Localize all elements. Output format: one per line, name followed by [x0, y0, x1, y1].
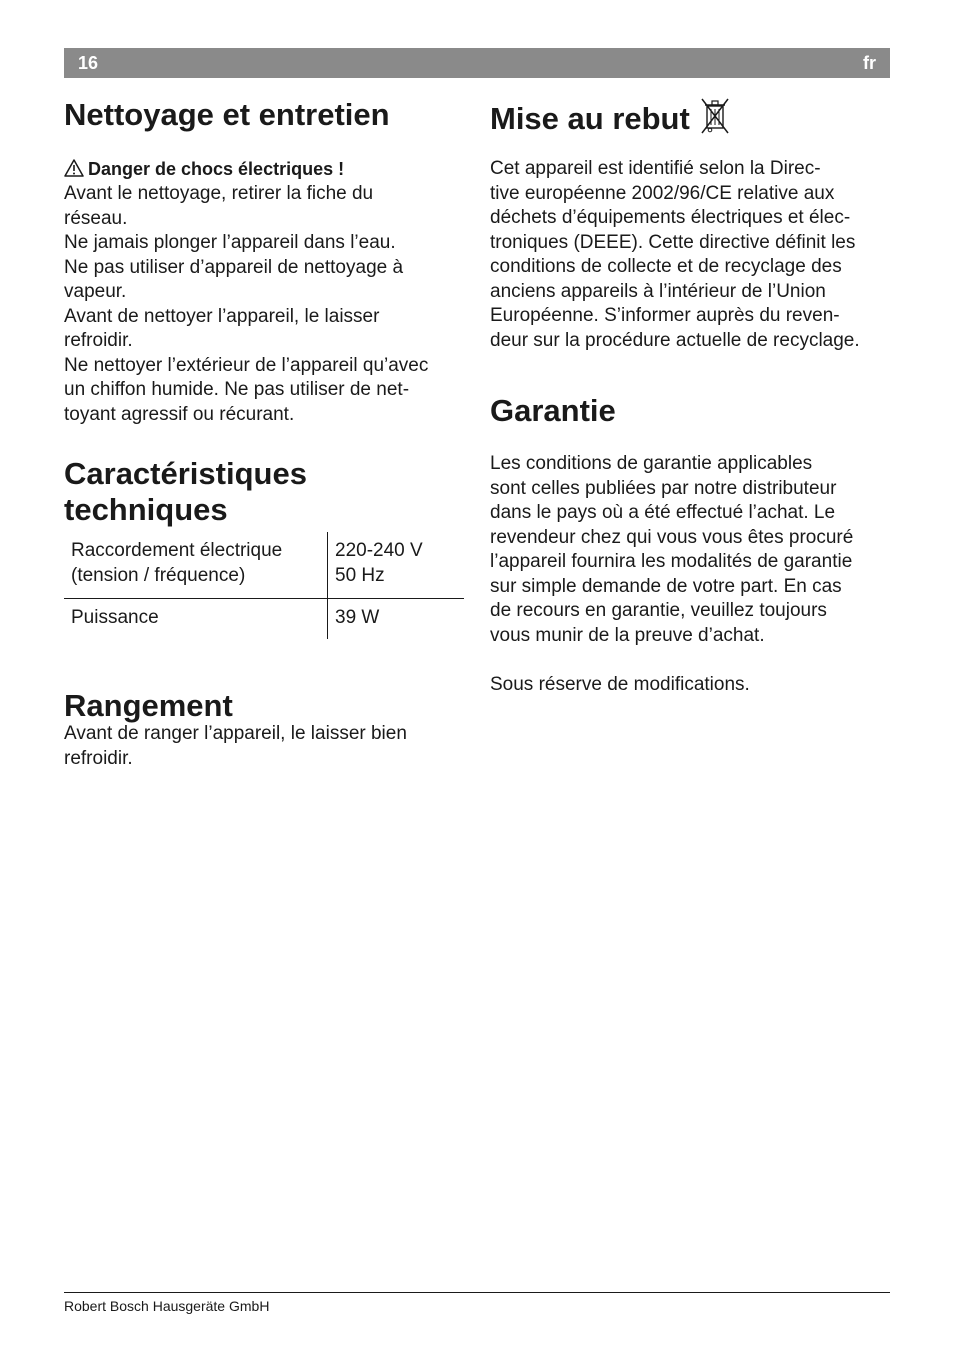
cleaning-text: Avant le nettoyage, retirer la fiche du réseau. Ne jamais plonger l’appareil dans l’eau. Ne pas utiliser d’appareil de nettoyage à vapeur. Avant de nettoyer l’appareil, le laisser refroidir. Ne nettoyer l’extérieur de l’appareil qu’avec un chiffon humide. Ne pas utiliser de net- toyant agressif ou récurant.: [64, 183, 429, 425]
footer-divider: [64, 1292, 890, 1293]
disposal-title: Mise au rebut: [490, 97, 730, 137]
table-row: [64, 532, 464, 599]
warning-line: [64, 157, 344, 181]
page-header-bar: [64, 48, 890, 78]
cleaning-title: Nettoyage et entretien: [64, 97, 390, 132]
specs-table: [64, 532, 464, 639]
warning-text: Danger de chocs électriques !: [88, 159, 345, 179]
storage-text: Avant de ranger l’appareil, le laisser bien refroidir.: [64, 723, 407, 769]
warranty-note: Sous réserve de modifications.: [490, 674, 750, 695]
spec-value: 39 W: [335, 607, 380, 628]
warranty-text: Les conditions de garantie applicables sont celles publiées par notre distributeur dans le pays où a été effectué l’achat. Le revendeur chez qui vous vous êtes procuré l’appareil fournira les modalités de garantie sur simple demande de votre part. En cas de recours en garantie, veuillez toujours vous munir de la preuve d’achat.: [490, 453, 854, 646]
spec-label: Puissance: [64, 599, 328, 639]
crossed-bin-icon: [700, 97, 730, 135]
warning-triangle-icon: [64, 159, 84, 177]
page-number: 16: [78, 53, 99, 73]
table-row: [64, 599, 464, 639]
language-code: fr: [863, 53, 876, 73]
footer-company: Robert Bosch Hausgeräte GmbH: [64, 1298, 270, 1314]
storage-title: Rangement: [64, 688, 233, 723]
spec-value: 220-240 V 50 Hz: [335, 540, 423, 586]
specs-title: Caractéristiques techniques: [64, 456, 307, 527]
spec-label: Raccordement électrique (tension / fréquence): [64, 532, 328, 598]
disposal-text: Cet appareil est identifié selon la Direc- tive européenne 2002/96/CE relative aux déchets d’équipements électriques et élec- troniques (DEEE). Cette directive définit les conditions de collecte et de recyclage des anciens appareils à l’intérieur de l’Union Européenne. S’informer auprès du reven- deur sur la procédure actuelle de recyclage.: [490, 158, 860, 351]
warranty-title: Garantie: [490, 393, 616, 428]
